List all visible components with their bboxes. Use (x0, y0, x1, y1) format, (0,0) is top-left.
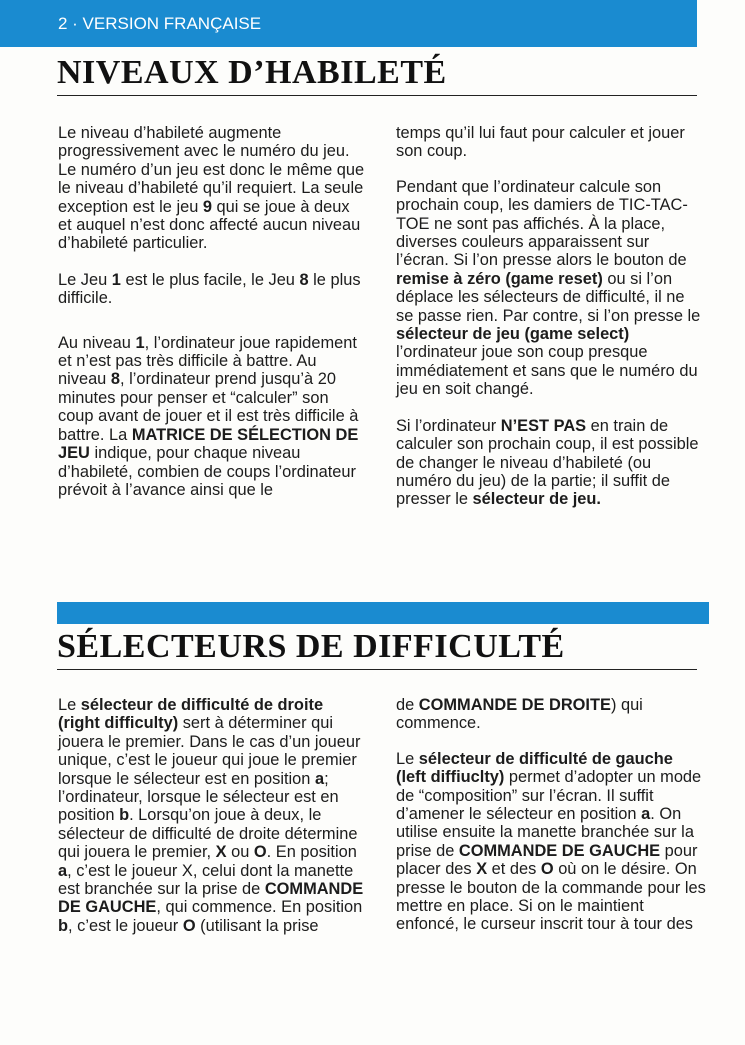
section2-right-column (396, 696, 706, 934)
paragraph (396, 417, 706, 509)
bold-text: MATRICE DE SÉLECTION DE JEU (58, 425, 359, 463)
text-run: et des (487, 860, 541, 879)
bold-text: COMMANDE DE GAUCHE (58, 880, 364, 917)
text-run: temps qu’il lui faut pour calculer et jouer son coup. (396, 124, 685, 161)
bold-text: a (58, 861, 68, 880)
text-run: Le (396, 749, 419, 768)
paragraph (58, 271, 366, 308)
text-run: l’ordinateur joue son coup presque immédiatement et sans que le numéro du jeu en soit changé. (396, 343, 698, 399)
text-run: Au niveau (58, 333, 136, 352)
bold-text: X (476, 860, 488, 879)
bold-text: N’EST PAS (500, 416, 587, 435)
paragraph (396, 750, 706, 934)
text-run: le plus difficile. (58, 270, 361, 308)
section-divider-band (57, 602, 709, 624)
text-run: de (396, 696, 419, 714)
bold-text: 8 (110, 370, 120, 389)
text-run: Le niveau d’habileté augmente progressivement avec le numéro du jeu. Le numéro d’un jeu est donc le même que le niveau d’habileté qu’il requiert. La seule exception est le jeu (58, 124, 365, 216)
bold-text: O (182, 916, 196, 935)
text-run: Le (58, 696, 81, 714)
text-run: . En position (266, 843, 357, 862)
section-rule-1 (57, 95, 697, 96)
text-run: , l’ordinateur joue rapidement et n’est pas très difficile à battre. Au niveau (58, 333, 357, 389)
bold-text: 8 (299, 270, 309, 289)
bold-text: remise à zéro (game reset) (396, 269, 603, 288)
text-run: où on le désire. On presse le bouton de la commande pour les mettre en place. Si on le maintient enfoncé, le curseur inscrit tour à tour des (396, 860, 706, 934)
bold-text: a (314, 769, 325, 788)
bold-text: b (119, 806, 130, 825)
bold-text: 1 (135, 333, 145, 352)
text-run: Pendant que l’ordinateur calcule son prochain coup, les damiers de TIC-TAC-TOE ne sont pas affichés. À la place, diverses couleurs apparaissent sur l’écran. Si l’on presse alors le bouton de (396, 177, 688, 270)
text-run: indique, pour chaque niveau d’habileté, combien de coups l’ordinateur prévoit à l’avance ainsi que le (58, 444, 356, 499)
bold-text: X (215, 843, 227, 862)
bold-text: b (58, 916, 69, 935)
text-run: ; l’ordinateur, lorsque le sélecteur est en position (58, 769, 339, 825)
text-run: en train de calculer son prochain coup, il est possible de changer le niveau d’habileté (ou numéro du jeu) de la partie; il suffit de presser le (396, 416, 699, 509)
paragraph (58, 124, 366, 253)
paragraph (58, 334, 366, 500)
bold-text: a (641, 805, 651, 824)
bold-text: sélecteur de difficulté de droite (right difficulty) (58, 696, 324, 733)
paragraph (58, 696, 366, 935)
header-bar (0, 0, 697, 47)
text-run: , qui commence. En position (156, 898, 363, 917)
bold-text: O (253, 843, 267, 862)
text-run: est le plus facile, le Jeu (120, 270, 300, 289)
bold-text: sélecteur de jeu. (472, 490, 601, 509)
paragraph (396, 124, 706, 161)
bold-text: sélecteur de difficulté de gauche (left diffiuclty) (396, 749, 673, 787)
section1-left-column (58, 124, 366, 499)
text-run: qui se joue à deux et auquel n’est donc affecté aucun niveau d’habileté particulier. (58, 197, 361, 253)
bold-text: 1 (111, 270, 121, 289)
text-run: , c’est le joueur X, celui dont la manette est branchée sur la prise de (58, 861, 354, 899)
bold-text: O (540, 860, 554, 879)
bold-text: sélecteur de jeu (game select) (396, 325, 630, 344)
section-title-niveaux: NIVEAUX D’HABILETÉ (57, 54, 447, 91)
section-rule-2 (57, 669, 697, 670)
text-run: sert à déterminer qui jouera le premier. Dans le cas d’un joueur unique, c’est le joueur qui joue le premier lorsque le sélecteur est en position (58, 714, 361, 788)
text-run: , l’ordinateur prend jusqu’à 20 minutes pour penser et “calculer” son coup avant de jouer et il est très difficile à battre. La (58, 370, 359, 444)
header-label: 2 · VERSION FRANÇAISE (58, 14, 262, 33)
text-run: Le Jeu (58, 270, 112, 289)
text-run: . Lorsqu’on joue à deux, le sélecteur de difficulté de droite détermine qui jouera le premier, (58, 806, 358, 862)
text-run: (utilisant la prise (195, 916, 319, 935)
section2-left-column (58, 696, 366, 935)
section-title-selecteurs: SÉLECTEURS DE DIFFICULTÉ (57, 628, 565, 665)
text-run: . On utilise ensuite la manette branchée sur la prise de (396, 805, 694, 860)
text-run: , c’est le joueur (68, 916, 183, 935)
text-run: ou (226, 843, 254, 862)
text-run: Si l’ordinateur (396, 416, 501, 435)
bold-text: 9 (202, 197, 212, 216)
text-run: pour placer des (396, 841, 698, 879)
text-run: ) qui commence. (396, 696, 643, 733)
section1-right-column (396, 124, 706, 509)
bold-text: COMMANDE DE GAUCHE (458, 841, 661, 860)
bold-text: COMMANDE DE DROITE (418, 696, 611, 714)
text-run: permet d’adopter un mode de “composition” sur l’écran. Il suffit d’amener le sélecteur en position (396, 768, 702, 824)
text-run: ou si l’on déplace les sélecteurs de difficulté, il ne se passe rien. Par contre, si l’on presse le (396, 269, 701, 325)
paragraph (396, 178, 706, 399)
paragraph (396, 696, 706, 733)
